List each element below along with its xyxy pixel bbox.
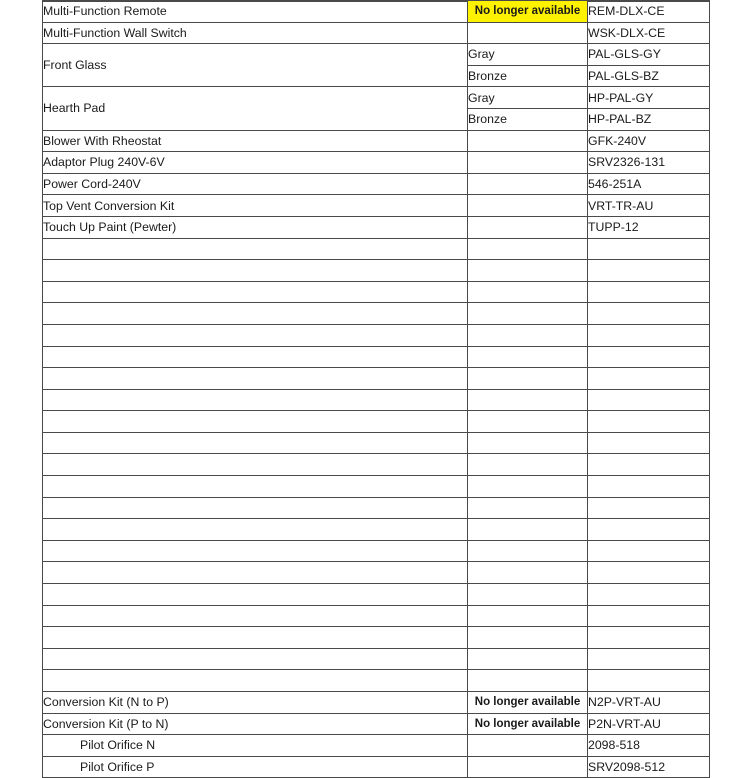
part-option (468, 627, 588, 649)
table-row (43, 411, 710, 433)
part-number (588, 346, 710, 368)
part-description (43, 562, 468, 584)
part-option: Bronze (468, 108, 588, 130)
part-option (468, 476, 588, 498)
table-row (43, 670, 710, 692)
table-row (43, 152, 710, 174)
part-number: REM-DLX-CE (588, 1, 710, 23)
table-row (43, 756, 710, 778)
part-option (468, 735, 588, 757)
part-description (43, 346, 468, 368)
table-row (43, 605, 710, 627)
part-option (468, 756, 588, 778)
part-description (43, 497, 468, 519)
part-description (43, 389, 468, 411)
part-description (43, 432, 468, 454)
table-row (43, 562, 710, 584)
part-description (43, 670, 468, 692)
part-description (43, 281, 468, 303)
part-number: PAL-GLS-BZ (588, 65, 710, 87)
part-number: TUPP-12 (588, 216, 710, 238)
part-description (43, 648, 468, 670)
table-row (43, 195, 710, 217)
part-description: Blower With Rheostat (43, 130, 468, 152)
part-number (588, 519, 710, 541)
part-option (468, 238, 588, 260)
part-option (468, 562, 588, 584)
table-row (43, 432, 710, 454)
part-description: Pilot Orifice N (43, 735, 468, 757)
part-option (468, 130, 588, 152)
parts-list-sheet (42, 0, 709, 775)
part-number: VRT-TR-AU (588, 195, 710, 217)
part-option: Gray (468, 44, 588, 66)
part-number (588, 648, 710, 670)
table-row (43, 1, 710, 23)
part-description: Touch Up Paint (Pewter) (43, 216, 468, 238)
table-row (43, 389, 710, 411)
part-number (588, 260, 710, 282)
part-number (588, 303, 710, 325)
part-number (588, 584, 710, 606)
table-row (43, 324, 710, 346)
part-description: Hearth Pad (43, 87, 468, 130)
part-number: HP-PAL-GY (588, 87, 710, 109)
table-row (43, 303, 710, 325)
table-row (43, 454, 710, 476)
table-row (43, 713, 710, 735)
part-description (43, 238, 468, 260)
part-description (43, 454, 468, 476)
part-number: P2N-VRT-AU (588, 713, 710, 735)
part-number (588, 497, 710, 519)
table-row (43, 497, 710, 519)
part-number: SRV2326-131 (588, 152, 710, 174)
table-row (43, 281, 710, 303)
part-option (468, 519, 588, 541)
part-number (588, 432, 710, 454)
part-option (468, 411, 588, 433)
part-option (468, 173, 588, 195)
part-option (468, 216, 588, 238)
part-description (43, 303, 468, 325)
part-number (588, 562, 710, 584)
part-description (43, 260, 468, 282)
part-option (468, 152, 588, 174)
part-description: Multi-Function Remote (43, 1, 468, 23)
part-description (43, 584, 468, 606)
part-description: Conversion Kit (P to N) (43, 713, 468, 735)
availability-status: No longer available (468, 692, 588, 714)
table-row (43, 44, 710, 66)
table-row (43, 346, 710, 368)
part-description (43, 519, 468, 541)
part-description (43, 540, 468, 562)
part-number (588, 476, 710, 498)
part-number: PAL-GLS-GY (588, 44, 710, 66)
availability-status: No longer available (468, 1, 588, 23)
table-row (43, 627, 710, 649)
part-number (588, 627, 710, 649)
table-row (43, 22, 710, 44)
part-option (468, 281, 588, 303)
part-number (588, 324, 710, 346)
part-description: Conversion Kit (N to P) (43, 692, 468, 714)
table-row (43, 260, 710, 282)
table-row (43, 216, 710, 238)
part-option (468, 605, 588, 627)
table-row (43, 735, 710, 757)
part-option (468, 368, 588, 390)
part-number: 546-251A (588, 173, 710, 195)
part-number (588, 411, 710, 433)
part-description: Pilot Orifice P (43, 756, 468, 778)
part-number: HP-PAL-BZ (588, 108, 710, 130)
part-option (468, 303, 588, 325)
part-description: Front Glass (43, 44, 468, 87)
part-option: Gray (468, 87, 588, 109)
part-description: Top Vent Conversion Kit (43, 195, 468, 217)
part-number (588, 670, 710, 692)
availability-status: No longer available (468, 713, 588, 735)
part-option (468, 497, 588, 519)
part-option (468, 195, 588, 217)
table-row (43, 476, 710, 498)
part-description (43, 476, 468, 498)
part-description: Power Cord-240V (43, 173, 468, 195)
part-option (468, 432, 588, 454)
table-row (43, 368, 710, 390)
part-option (468, 22, 588, 44)
table-row (43, 692, 710, 714)
table-row (43, 130, 710, 152)
table-row (43, 584, 710, 606)
part-option (468, 324, 588, 346)
part-number: N2P-VRT-AU (588, 692, 710, 714)
parts-table (42, 0, 710, 778)
table-row (43, 519, 710, 541)
table-row (43, 648, 710, 670)
part-option (468, 260, 588, 282)
table-row (43, 238, 710, 260)
part-number: 2098-518 (588, 735, 710, 757)
part-number (588, 368, 710, 390)
part-option (468, 389, 588, 411)
part-number (588, 238, 710, 260)
part-description (43, 605, 468, 627)
part-option (468, 648, 588, 670)
part-description: Adaptor Plug 240V-6V (43, 152, 468, 174)
part-number: GFK-240V (588, 130, 710, 152)
part-description (43, 368, 468, 390)
part-number (588, 454, 710, 476)
part-option (468, 540, 588, 562)
part-number: SRV2098-512 (588, 756, 710, 778)
table-row (43, 87, 710, 109)
part-number: WSK-DLX-CE (588, 22, 710, 44)
part-number (588, 540, 710, 562)
part-description (43, 324, 468, 346)
part-option (468, 346, 588, 368)
parts-table-body (43, 1, 710, 778)
part-description: Multi-Function Wall Switch (43, 22, 468, 44)
part-number (588, 605, 710, 627)
part-option (468, 454, 588, 476)
part-number (588, 389, 710, 411)
part-description (43, 627, 468, 649)
table-row (43, 173, 710, 195)
part-number (588, 281, 710, 303)
part-description (43, 411, 468, 433)
table-row (43, 540, 710, 562)
part-option (468, 670, 588, 692)
part-option: Bronze (468, 65, 588, 87)
part-option (468, 584, 588, 606)
